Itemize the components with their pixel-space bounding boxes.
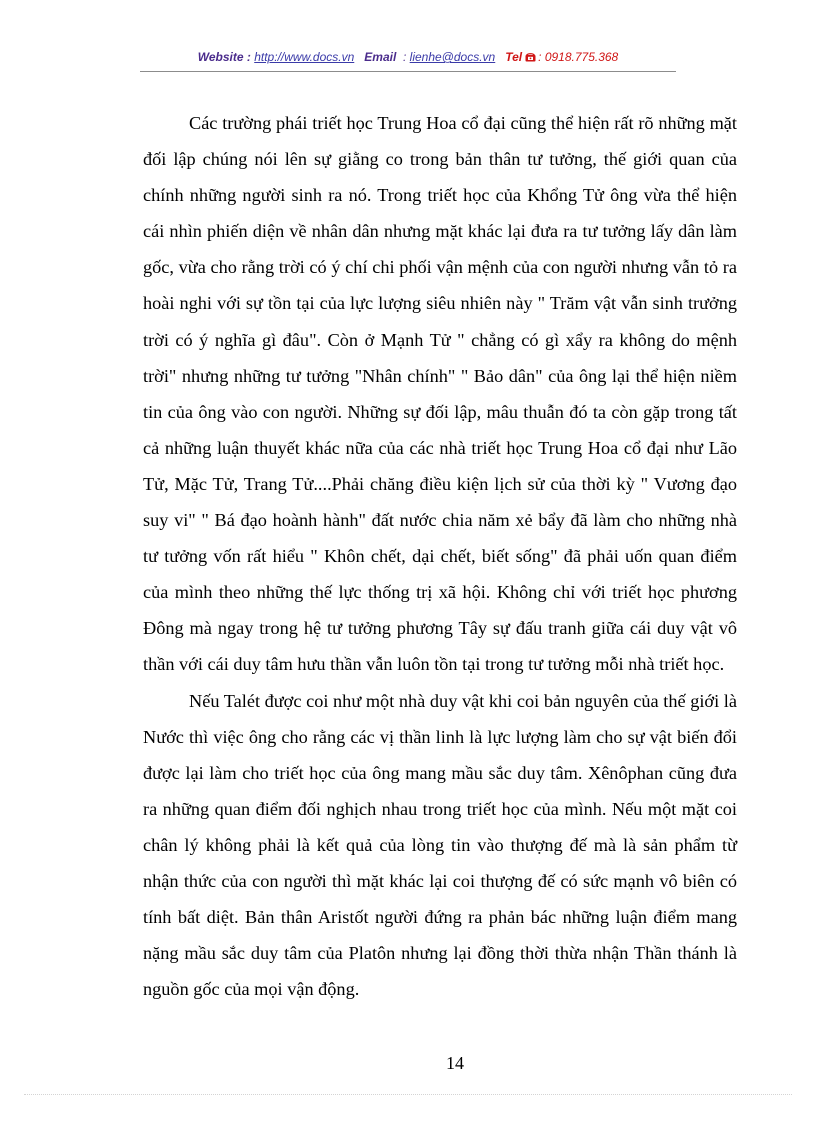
paragraph-2: Nếu Talét được coi như một nhà duy vật khi coi bản nguyên của thế giới là Nước thì việc ông cho rằng các vị thần linh là lực lượng làm cho sự vật biến đổi được lại làm cho triết học của ông mang mầu sắc duy tâm. Xênôphan cũng đưa ra những quan điểm đối nghịch nhau trong triết học của mình. Nếu một mặt coi chân lý không phải là kết quả của lòng tin vào thượng đế mà là sản phẩm từ nhận thức của con người thì mặt khác lại coi thượng đế có sức mạnh vô biên có tính bất diệt. Bản thân Aristốt người đứng ra phản bác những luận điểm mang nặng mầu sắc duy tâm của Platôn nhưng lại đồng thời thừa nhận Thần thánh là nguồn gốc của mọi vận động.	[143, 690, 737, 1000]
page-header	[140, 50, 676, 64]
email-separator: :	[402, 50, 407, 64]
phone-icon	[525, 51, 536, 61]
tel-value: : 0918.775.368	[538, 50, 619, 64]
website-label: Website :	[197, 50, 251, 64]
header-divider	[140, 71, 676, 72]
tel-label: Tel	[505, 50, 523, 64]
page-number: 14	[446, 1053, 464, 1073]
website-link[interactable]: http://www.docs.vn	[254, 50, 355, 64]
email-link[interactable]: lienhe@docs.vn	[409, 50, 496, 64]
paragraph-1: Các trường phái triết học Trung Hoa cổ đại cũng thể hiện rất rõ những mặt đối lập chúng nói lên sự giằng co trong bản thân tư tưởng, thế giới quan của chính những người sinh ra nó. Trong triết học của Khổng Tử ông vừa thể hiện cái nhìn phiến diện về nhân dân nhưng mặt khác lại đưa ra tư tưởng lấy dân làm gốc, vừa cho rằng trời có ý chí chi phối vận mệnh của con người nhưng vẫn tỏ ra hoài nghi với sự tồn tại của lực lượng siêu nhiên này " Trăm vật vẫn sinh trưởng trời có ý nghĩa gì đâu". Còn ở Mạnh Tử " chẳng có gì xẩy ra không do mệnh trời" nhưng những tư tưởng "Nhân chính" " Bảo dân" của ông lại thể hiện niềm tin của ông vào con người. Những sự đối lập, mâu thuẫn đó ta còn gặp trong tất cả những luận thuyết khác nữa của các nhà triết học Trung Hoa cổ đại như Lão Tử, Mặc Tử, Trang Tử....Phải chăng điều kiện lịch sử của thời kỳ " Vương đạo suy vi" " Bá đạo hoành hành" đất nước chia năm xẻ bẩy đã làm cho những nhà tư tưởng vốn rất hiểu " Khôn chết, dại chết, biết sống" đã phải uốn quan điểm của mình theo những thế lực thống trị xã hội. Không chỉ với triết học phương Đông mà ngay trong hệ tư tưởng phương Tây sự đấu tranh giữa cái duy vật vô thần với cái duy tâm hưu thần vẫn luôn tồn tại trong tư tưởng mỗi nhà triết học.	[143, 113, 737, 675]
email-label: Email	[364, 50, 397, 64]
document-body	[143, 105, 737, 1007]
footer-divider	[24, 1094, 792, 1095]
